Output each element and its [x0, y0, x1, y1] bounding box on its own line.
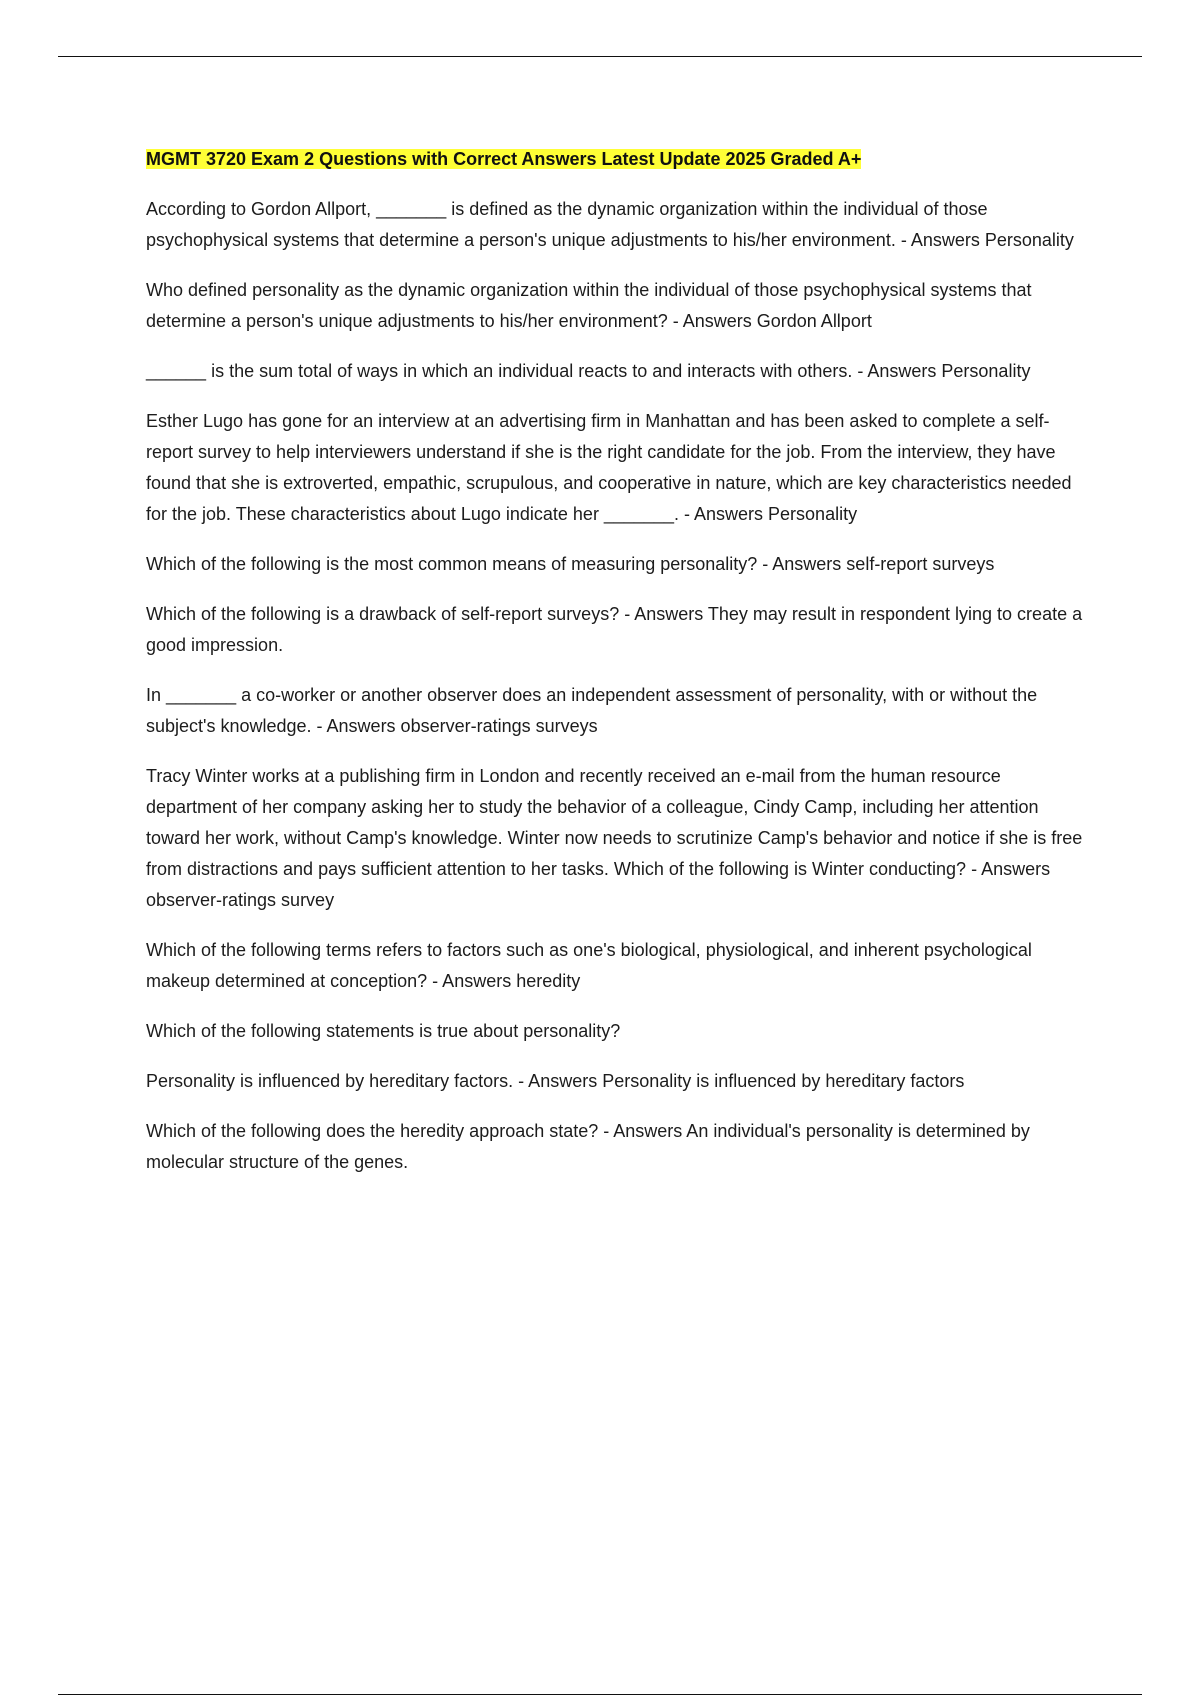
qa-item-2: Who defined personality as the dynamic organization within the individual of those psychophysical systems that determine a person's unique adjustments to his/her environment? - Answers Gordon Allport — [146, 280, 1032, 331]
qa-item-3: ______ is the sum total of ways in which an individual reacts to and interacts with others. - Answers Personality — [146, 361, 1031, 381]
qa-item-12: Which of the following does the heredity approach state? - Answers An individual's personality is determined by molecular structure of the genes. — [146, 1121, 1030, 1172]
qa-item-1: According to Gordon Allport, _______ is defined as the dynamic organization within the individual of those psychophysical systems that determine a person's unique adjustments to his/her environment. - Answers Personality — [146, 199, 1074, 250]
qa-item-5: Which of the following is the most common means of measuring personality? - Answers self-report surveys — [146, 554, 995, 574]
qa-item-6: Which of the following is a drawback of self-report surveys? - Answers They may result in respondent lying to create a good impression. — [146, 604, 1083, 655]
document-title: MGMT 3720 Exam 2 Questions with Correct Answers Latest Update 2025 Graded A+ — [146, 149, 862, 169]
title-paragraph — [146, 146, 1086, 174]
qa-item-4: Esther Lugo has gone for an interview at an advertising firm in Manhattan and has been asked to complete a self-report survey to help interviewers understand if she is the right candidate for the job. From the interview, they have found that she is extroverted, empathic, scrupulous, and cooperative in nature, which are key characteristics needed for the job. These characteristics about Lugo indicate her _______. - Answers Personality — [146, 411, 1072, 524]
document-body — [146, 146, 1086, 1197]
top-rule — [58, 56, 1142, 57]
qa-item-11: Personality is influenced by hereditary factors. - Answers Personality is influenced by hereditary factors — [146, 1071, 965, 1091]
bottom-rule — [58, 1694, 1142, 1695]
qa-item-10: Which of the following statements is true about personality? — [146, 1021, 621, 1041]
qa-item-9: Which of the following terms refers to factors such as one's biological, physiological, and inherent psychological makeup determined at conception? - Answers heredity — [146, 940, 1032, 991]
qa-item-7: In _______ a co-worker or another observer does an independent assessment of personality, with or without the subject's knowledge. - Answers observer-ratings surveys — [146, 685, 1038, 736]
qa-item-8: Tracy Winter works at a publishing firm in London and recently received an e-mail from the human resource department of her company asking her to study the behavior of a colleague, Cindy Camp, including her attention toward her work, without Camp's knowledge. Winter now needs to scrutinize Camp's behavior and notice if she is free from distractions and pays sufficient attention to her tasks. Which of the following is Winter conducting? - Answers observer-ratings survey — [146, 766, 1083, 910]
